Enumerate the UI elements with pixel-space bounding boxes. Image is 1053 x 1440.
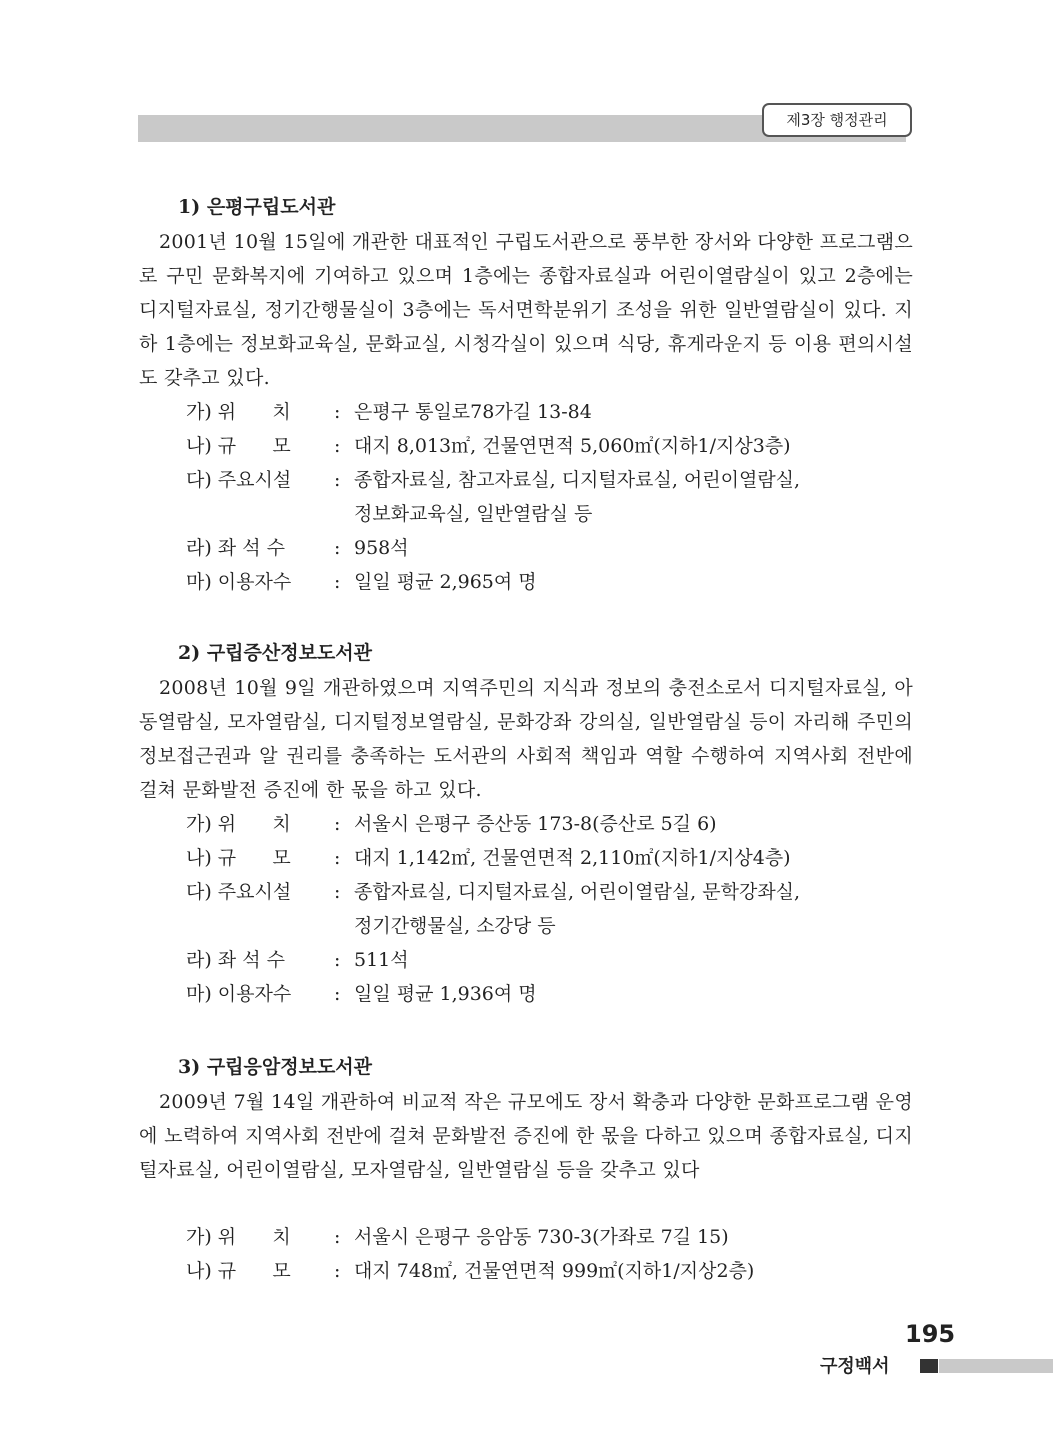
info-row: 나) 규 모 : 대지 8,013㎡, 건물연면적 5,060㎡(지하1/지상3층) [186, 429, 800, 463]
info-row: 나) 규 모 : 대지 1,142㎡, 건물연면적 2,110㎡(지하1/지상4층) [186, 841, 800, 875]
info-list [186, 807, 800, 1011]
info-row: 가) 위 치 : 서울시 은평구 응암동 730-3(가좌로 7길 15) [186, 1220, 754, 1254]
info-list [186, 395, 800, 599]
info-label: 다) 주요시설 [186, 469, 292, 491]
info-row: 나) 규 모 : 대지 748㎡, 건물연면적 999㎡(지하1/지상2층) [186, 1254, 754, 1288]
info-value: 일일 평균 2,965여 명 [354, 571, 537, 593]
info-list [186, 1220, 754, 1288]
info-value: 511석 [354, 949, 409, 971]
info-value: 서울시 은평구 증산동 173-8(증산로 5길 6) [354, 813, 717, 835]
info-value: 대지 1,142㎡, 건물연면적 2,110㎡(지하1/지상4층) [354, 847, 791, 869]
info-value: 은평구 통일로78가길 13-84 [354, 401, 592, 423]
footer-bar [939, 1359, 1053, 1373]
section-title: 2) 구립증산정보도서관 [178, 642, 373, 664]
info-row: 가) 위 치 : 서울시 은평구 증산동 173-8(증산로 5길 6) [186, 807, 800, 841]
info-value: 종합자료실, 디지털자료실, 어린이열람실, 문학강좌실, [354, 881, 801, 903]
info-label: 가) 위 치 [186, 1226, 291, 1248]
info-value-continued: 정보화교육실, 일반열람실 등 [354, 503, 593, 525]
info-label: 나) 규 모 [186, 1260, 291, 1282]
chapter-tab: 제3장 행정관리 [762, 103, 912, 137]
page-number: 195 [905, 1320, 956, 1348]
info-value: 958석 [354, 537, 409, 559]
section-title: 3) 구립응암정보도서관 [178, 1056, 373, 1078]
info-label: 나) 규 모 [186, 435, 291, 457]
info-label: 나) 규 모 [186, 847, 291, 869]
section-title: 1) 은평구립도서관 [178, 196, 336, 218]
info-label: 라) 좌 석 수 [186, 949, 285, 971]
info-value: 일일 평균 1,936여 명 [354, 983, 537, 1005]
footer-block [920, 1359, 938, 1373]
section-paragraph: 2008년 10월 9일 개관하였으며 지역주민의 지식과 정보의 충전소로서 디지털자료실, 아동열람실, 모자열람실, 디지털정보열람실, 문화강좌 강의실, 일반열람실 등이 자리해 주민의 정보접근권과 알 권리를 충족하는 도서관의 사회적 책임과 역할 수행하여 지역사회 전반에 걸쳐 문화발전 증진에 한 몫을 하고 있다. [139, 677, 913, 801]
info-value: 서울시 은평구 응암동 730-3(가좌로 7길 15) [354, 1226, 729, 1248]
footer-book-title: 구정백서 [820, 1356, 890, 1377]
info-row: 다) 주요시설 : 종합자료실, 디지털자료실, 어린이열람실, 문학강좌실, [186, 875, 800, 909]
info-row: 다) 주요시설 : 종합자료실, 참고자료실, 디지털자료실, 어린이열람실, [186, 463, 800, 497]
info-row: 마) 이용자수 : 일일 평균 2,965여 명 [186, 565, 800, 599]
info-label: 가) 위 치 [186, 813, 291, 835]
info-value-continued: 정기간행물실, 소강당 등 [354, 915, 556, 937]
info-row: 가) 위 치 : 은평구 통일로78가길 13-84 [186, 395, 800, 429]
info-row: 라) 좌 석 수 : 511석 [186, 943, 800, 977]
info-label: 마) 이용자수 [186, 571, 292, 593]
info-value: 종합자료실, 참고자료실, 디지털자료실, 어린이열람실, [354, 469, 801, 491]
section-paragraph: 2001년 10월 15일에 개관한 대표적인 구립도서관으로 풍부한 장서와 다양한 프로그램으로 구민 문화복지에 기여하고 있으며 1층에는 종합자료실과 어린이열람실이 있고 2층에는 디지털자료실, 정기간행물실이 3층에는 독서면학분위기 조성을 위한 일반열람실이 있다. 지하 1층에는 정보화교육실, 문화교실, 시청각실이 있으며 식당, 휴게라운지 등 이용 편의시설도 갖추고 있다. [139, 231, 913, 389]
info-value: 대지 748㎡, 건물연면적 999㎡(지하1/지상2층) [354, 1260, 755, 1282]
info-row: 마) 이용자수 : 일일 평균 1,936여 명 [186, 977, 800, 1011]
info-value: 대지 8,013㎡, 건물연면적 5,060㎡(지하1/지상3층) [354, 435, 791, 457]
info-label: 마) 이용자수 [186, 983, 292, 1005]
info-label: 라) 좌 석 수 [186, 537, 285, 559]
info-label: 가) 위 치 [186, 401, 291, 423]
info-label: 다) 주요시설 [186, 881, 292, 903]
info-row: 라) 좌 석 수 : 958석 [186, 531, 800, 565]
section-paragraph: 2009년 7월 14일 개관하여 비교적 작은 규모에도 장서 확충과 다양한 문화프로그램 운영에 노력하여 지역사회 전반에 걸쳐 문화발전 증진에 한 몫을 다하고 있으며 종합자료실, 디지털자료실, 어린이열람실, 모자열람실, 일반열람실 등을 갖추고 있다 [139, 1091, 913, 1181]
